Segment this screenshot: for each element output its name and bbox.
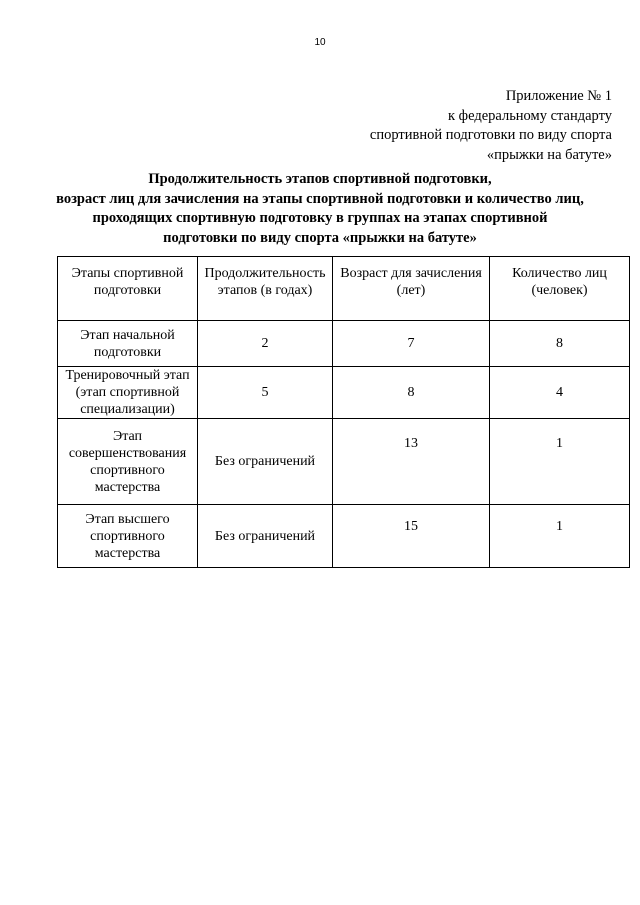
cell-duration: Без ограничений — [198, 505, 333, 568]
cell-count: 1 — [490, 505, 630, 568]
header-stage: Этапы спортивной подготовки — [58, 257, 198, 321]
appendix-line: спортивной подготовки по виду спорта — [369, 127, 612, 143]
cell-age: 15 — [333, 505, 490, 568]
table-row — [58, 321, 630, 367]
appendix-line: к федеральному стандарту — [448, 107, 612, 124]
title-line: подготовки по виду спорта «прыжки на батуте» — [163, 229, 477, 246]
table-row — [58, 367, 630, 419]
table-header-row — [58, 257, 630, 321]
cell-duration: Без ограничений — [198, 419, 333, 505]
cell-count: 4 — [490, 367, 630, 419]
table-row — [58, 419, 630, 505]
table-row — [58, 505, 630, 568]
header-duration: Продолжительность этапов (в годах) — [198, 257, 333, 321]
title-line: возраст лиц для зачисления на этапы спортивной подготовки и количество лиц, — [56, 190, 584, 207]
cell-stage: Этап высшего спортивного мастерства — [58, 505, 198, 568]
cell-stage: Этап совершенствования спортивного мастерства — [58, 419, 198, 505]
appendix-line: Приложение № 1 — [505, 88, 612, 104]
appendix-line: «прыжки на батуте» — [486, 146, 612, 163]
cell-duration: 5 — [198, 367, 333, 419]
cell-age: 13 — [333, 419, 490, 505]
cell-count: 1 — [490, 419, 630, 505]
cell-age: 7 — [333, 321, 490, 367]
page-number: 10 — [314, 37, 326, 48]
cell-age: 8 — [333, 367, 490, 419]
document-title — [40, 170, 600, 248]
stages-table — [57, 256, 630, 568]
title-line: проходящих спортивную подготовку в группах на этапах спортивной — [92, 210, 548, 226]
cell-count: 8 — [490, 321, 630, 367]
cell-stage: Тренировочный этап (этап спортивной специализации) — [58, 367, 198, 419]
cell-duration: 2 — [198, 321, 333, 367]
header-count: Количество лиц (человек) — [490, 257, 630, 321]
title-line: Продолжительность этапов спортивной подготовки, — [148, 171, 492, 187]
cell-stage: Этап начальной подготовки — [58, 321, 198, 367]
appendix-block — [370, 87, 612, 165]
header-age: Возраст для зачисления (лет) — [333, 257, 490, 321]
